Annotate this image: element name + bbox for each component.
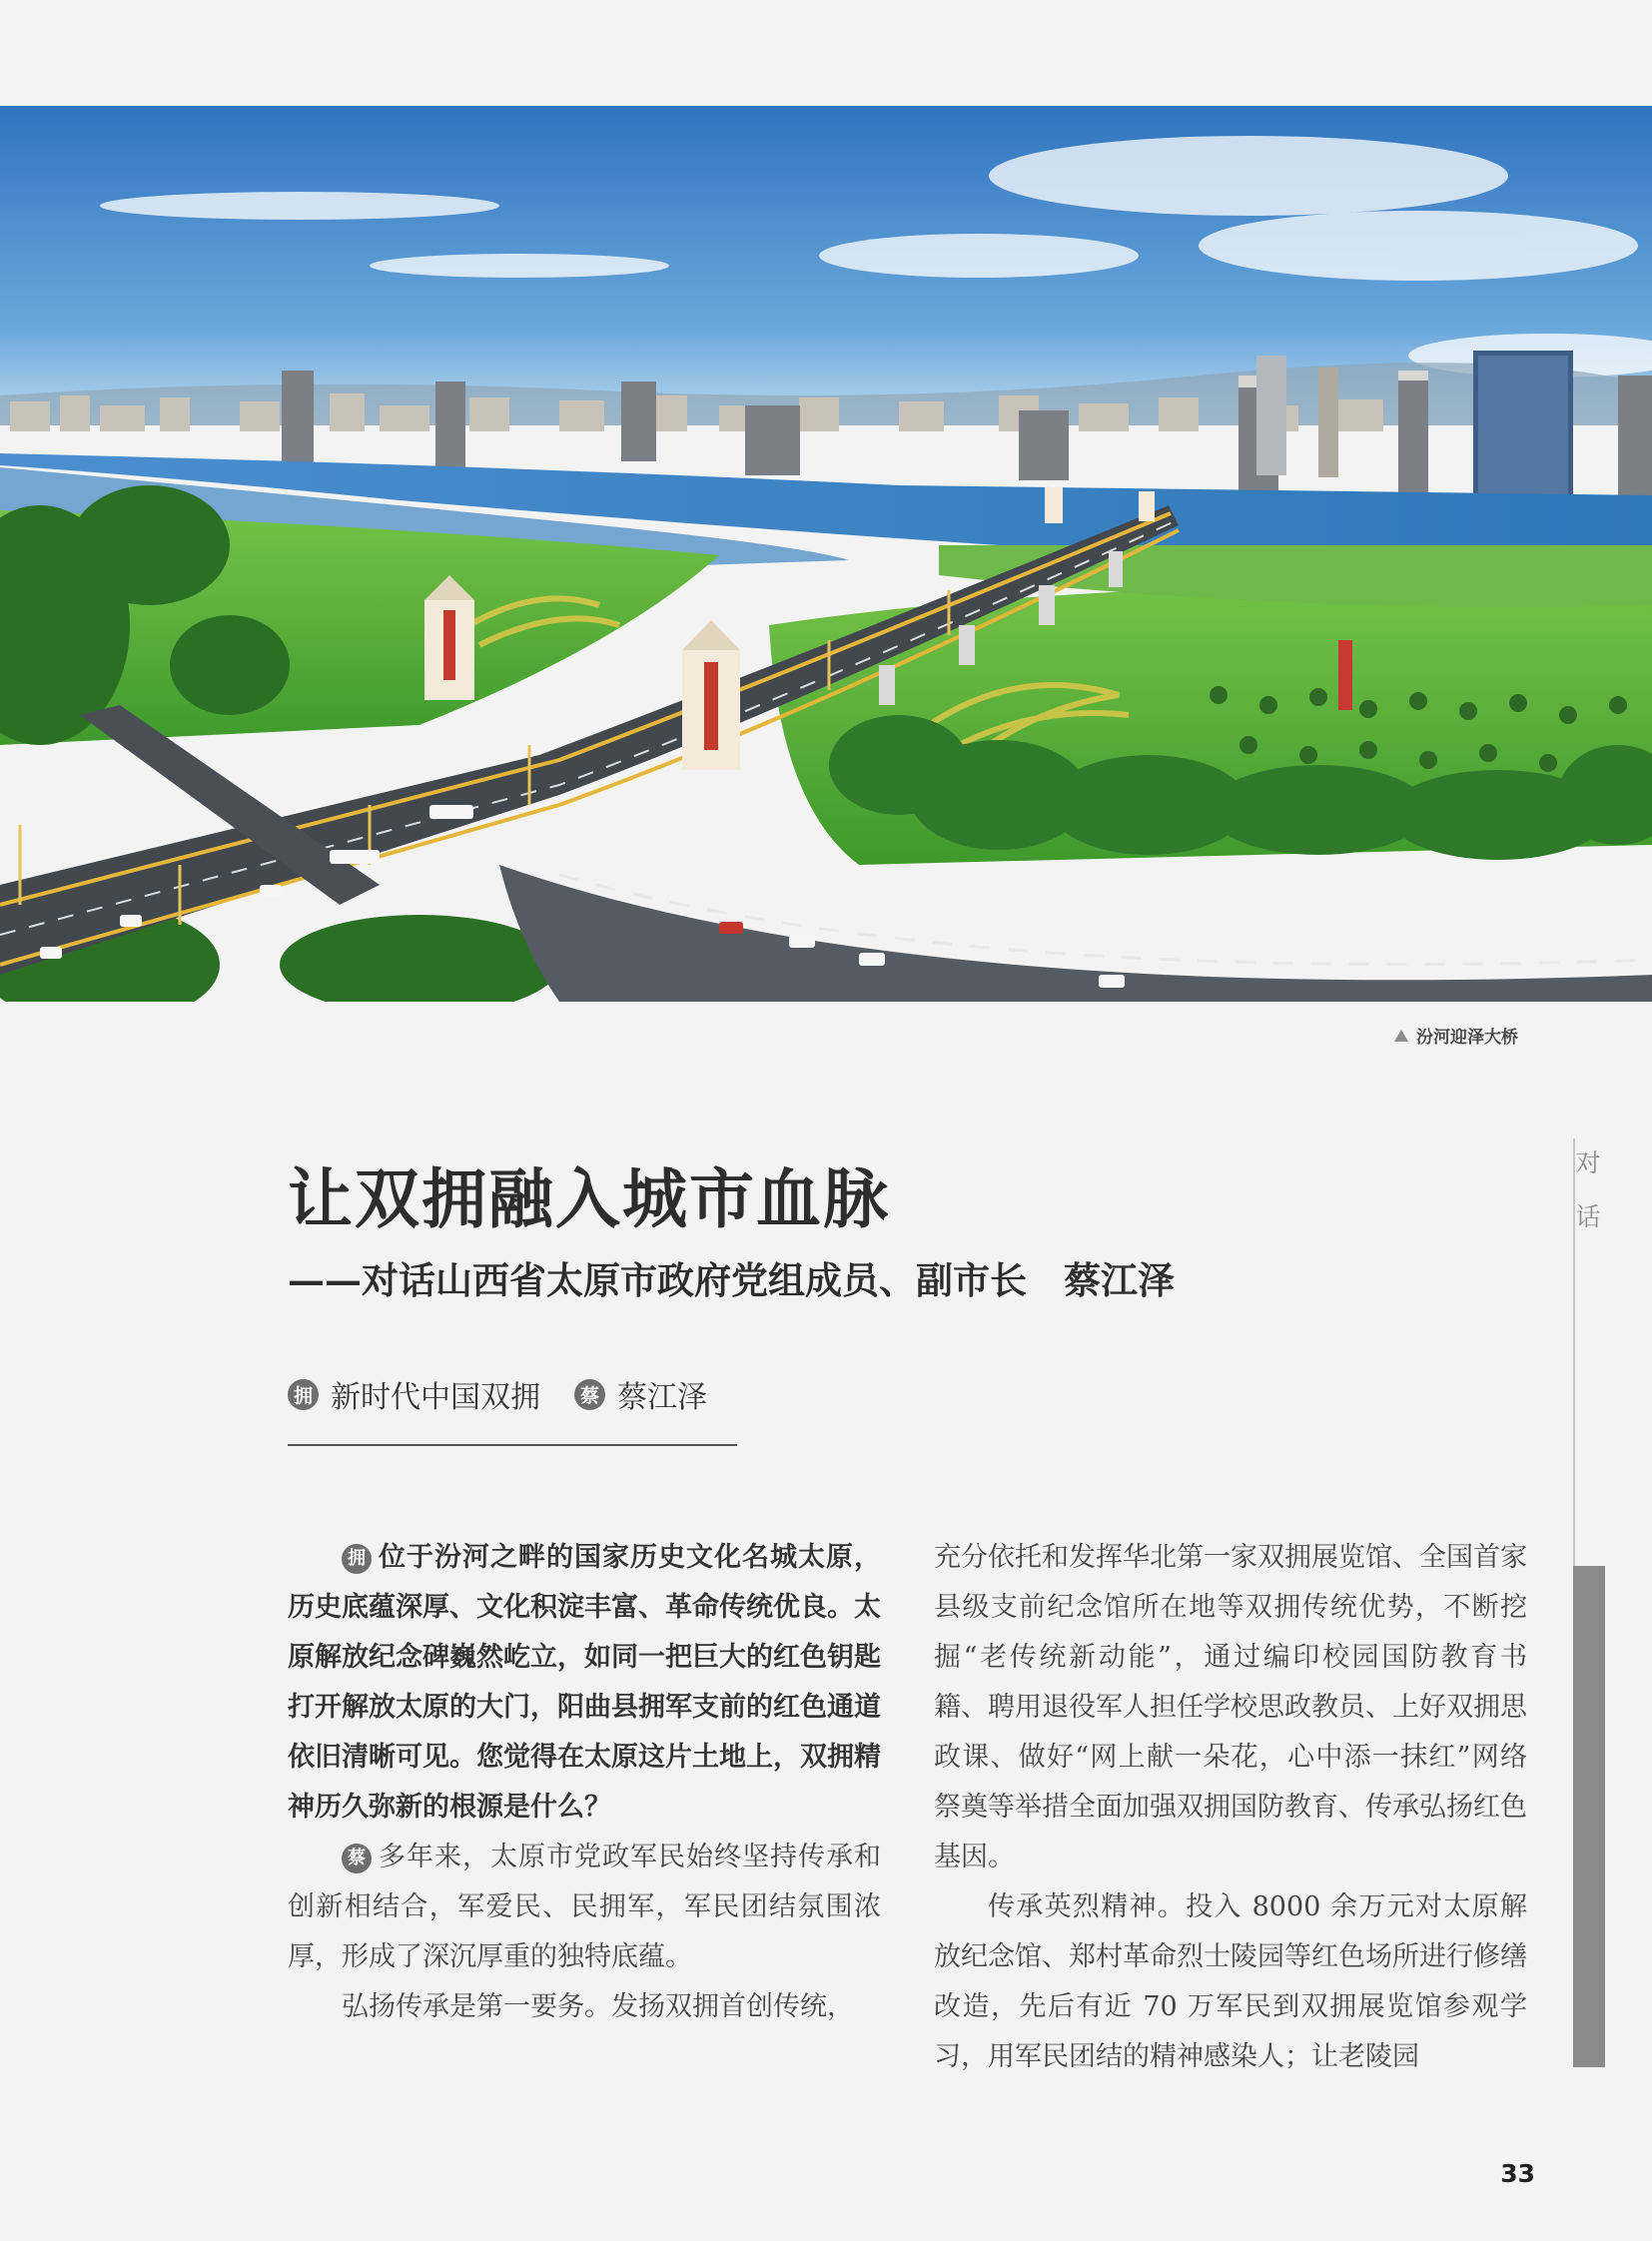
interview-answer [288,1833,881,1982]
section-tab-char-1: 对 [1575,1148,1601,1177]
interviewee-badge-icon: 蔡 [574,1379,605,1410]
section-tab-char-2: 话 [1575,1202,1601,1231]
article-subtitle: ——对话山西省太原市政府党组成员、副市长 蔡江泽 [288,1258,1175,1302]
side-accent-bar [1573,1566,1605,2067]
page-number: 33 [1500,2159,1535,2188]
bridge-aerial-illustration [0,106,1652,1002]
section-tab [1573,1136,1603,1244]
photo-caption [1394,1023,1518,1048]
question-badge-icon: 拥 [342,1544,372,1574]
body-column-left [288,1533,881,2032]
answer-badge-icon: 蔡 [342,1844,372,1873]
question-text: 位于汾河之畔的国家历史文化名城太原，历史底蕴深厚、文化积淀丰富、革命传统优良。太原解放纪念碑巍然屹立，如同一把巨大的红色钥匙打开解放太原的大门，阳曲县拥军支前的红色通道依旧清晰可见。您觉得在太原这片土地上，双拥精神历久弥新的根源是什么？ [288,1542,881,1823]
interviewer-name: 新时代中国双拥 [331,1380,540,1415]
hero-photo [0,106,1652,1002]
answer-text: 多年来，太原市党政军民始终坚持传承和创新相结合，军爱民、民拥军，军民团结氛围浓厚，形成了深沉厚重的独特底蕴。 [288,1842,881,1972]
interview-question [288,1533,881,1833]
article-title: 让双拥融入城市血脉 [288,1161,891,1237]
body-paragraph: 传承英烈精神。投入 8000 余万元对太原解放纪念馆、郑村革命烈士陵园等红色场所进行修缮改造，先后有近 70 万军民到双拥展览馆参观学习，用军民团结的精神感染人；让老陵园 [934,1891,1527,2072]
body-paragraph-continued: 充分依托和发挥华北第一家双拥展览馆、全国首家县级支前纪念馆所在地等双拥传统优势，不断挖掘“老传统新动能”，通过编印校园国防教育书籍、聘用退役军人担任学校思政教员、上好双拥思政课、做好“网上献一朵花，心中添一抹红”网络祭奠等举措全面加强双拥国防教育、传承弘扬红色基因。 [934,1542,1527,1872]
byline-divider [288,1444,737,1446]
byline [288,1372,707,1416]
body-paragraph: 弘扬传承是第一要务。发扬双拥首创传统， [342,1991,854,2022]
caption-triangle-icon [1394,1030,1408,1042]
interviewee-name: 蔡江泽 [617,1380,707,1415]
photo-caption-text: 汾河迎泽大桥 [1416,1028,1518,1048]
body-column-right [934,1533,1527,2082]
interviewer-badge-icon: 拥 [288,1379,319,1410]
